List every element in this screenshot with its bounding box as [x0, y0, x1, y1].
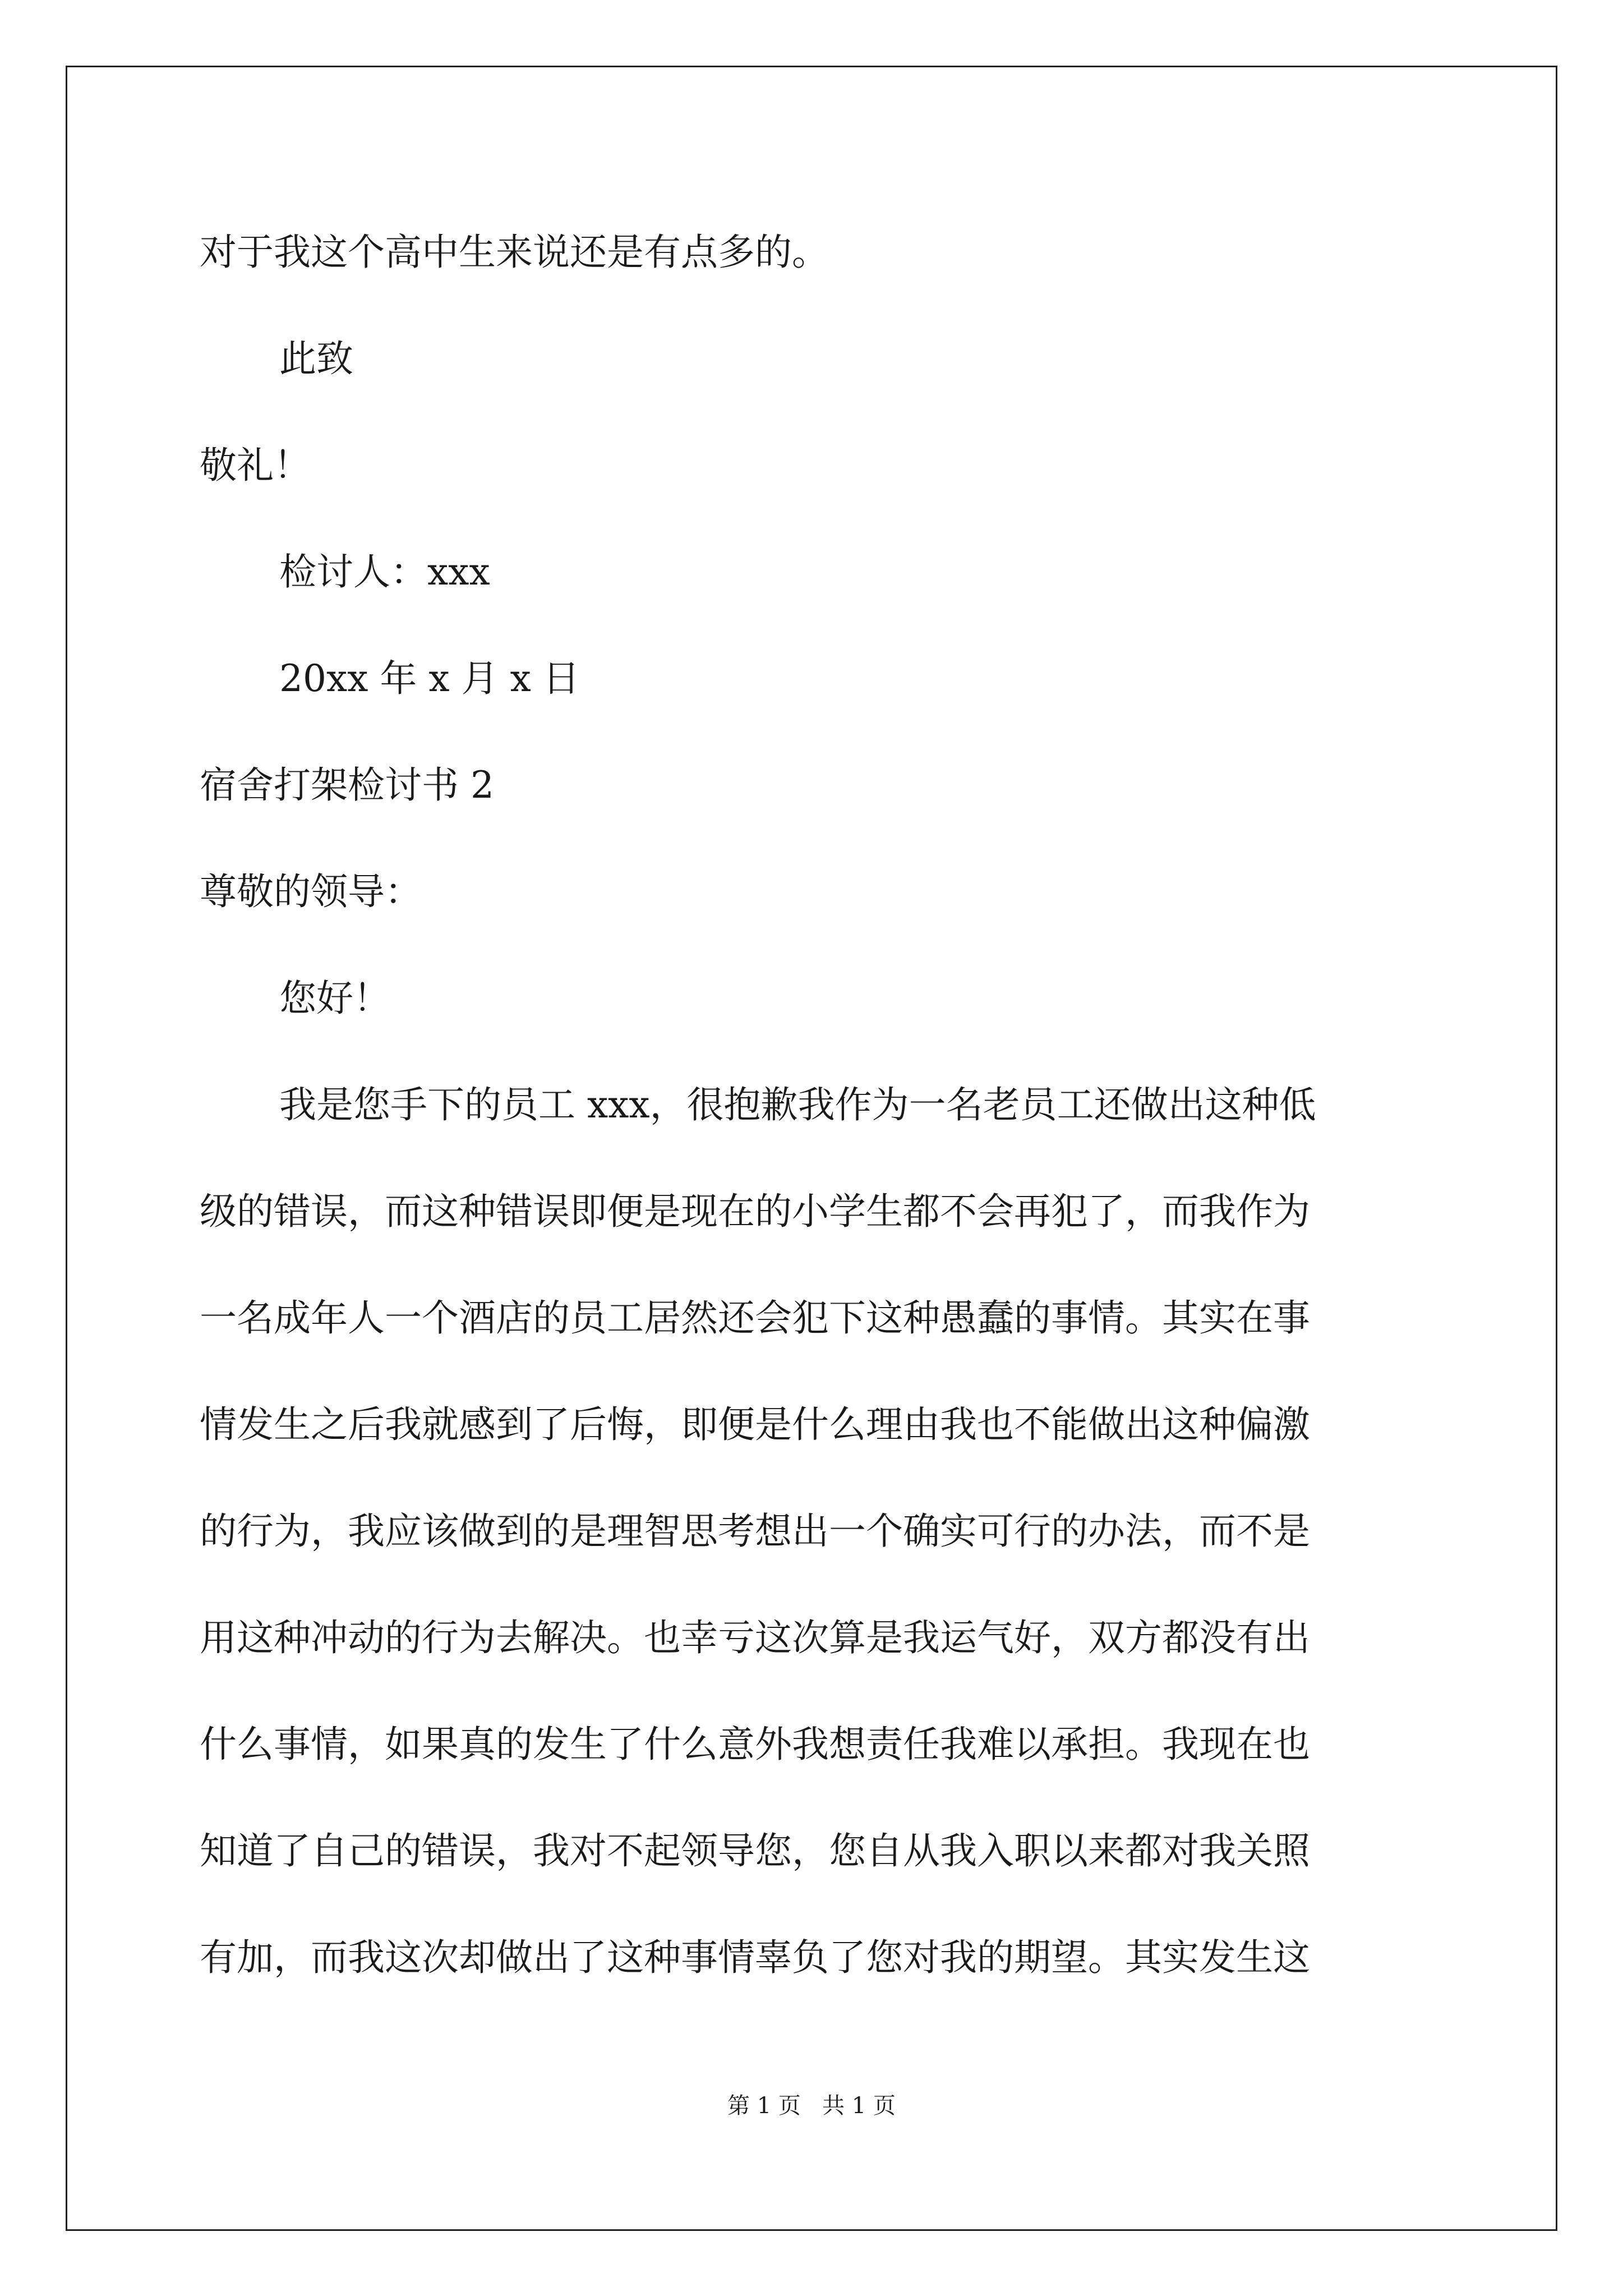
greeting-line: 尊敬的领导： [200, 870, 422, 913]
paragraph-line-1: 我是您手下的员工 xxx，很抱歉我作为一名老员工还做出这种低 [279, 1083, 1316, 1126]
paragraph-line-8: 知道了自己的错误，我对不起领导您，您自从我入职以来都对我关照 [200, 1829, 1310, 1872]
hello-line: 您好！ [279, 977, 390, 1020]
signature-line: 检讨人：xxx [279, 550, 490, 593]
paragraph-line-5: 的行为，我应该做到的是理智思考想出一个确实可行的办法，而不是 [200, 1510, 1310, 1553]
paragraph-line-3: 一名成年人一个酒店的员工居然还会犯下这种愚蠢的事情。其实在事 [200, 1296, 1310, 1340]
paragraph-line-2: 级的错误，而这种错误即便是现在的小学生都不会再犯了，而我作为 [200, 1190, 1310, 1233]
paragraph-line-9: 有加，而我这次却做出了这种事情辜负了您对我的期望。其实发生这 [200, 1936, 1310, 1979]
page-footer: 第 1 页 共 1 页 [727, 2093, 896, 2119]
page-border [66, 66, 1557, 2231]
body-line-1: 对于我这个高中生来说还是有点多的。 [200, 231, 829, 274]
paragraph-line-4: 情发生之后我就感到了后悔，即便是什么理由我也不能做出这种偏激 [200, 1403, 1310, 1446]
section-title: 宿舍打架检讨书 2 [200, 763, 494, 807]
closing-salutation: 此致 [279, 337, 353, 380]
paragraph-line-7: 什么事情，如果真的发生了什么意外我想责任我难以承担。我现在也 [200, 1723, 1310, 1766]
paragraph-line-6: 用这种冲动的行为去解决。也幸亏这次算是我运气好，双方都没有出 [200, 1616, 1310, 1659]
date-line: 20xx 年 x 月 x 日 [279, 657, 580, 700]
closing-respect: 敬礼！ [200, 444, 311, 487]
